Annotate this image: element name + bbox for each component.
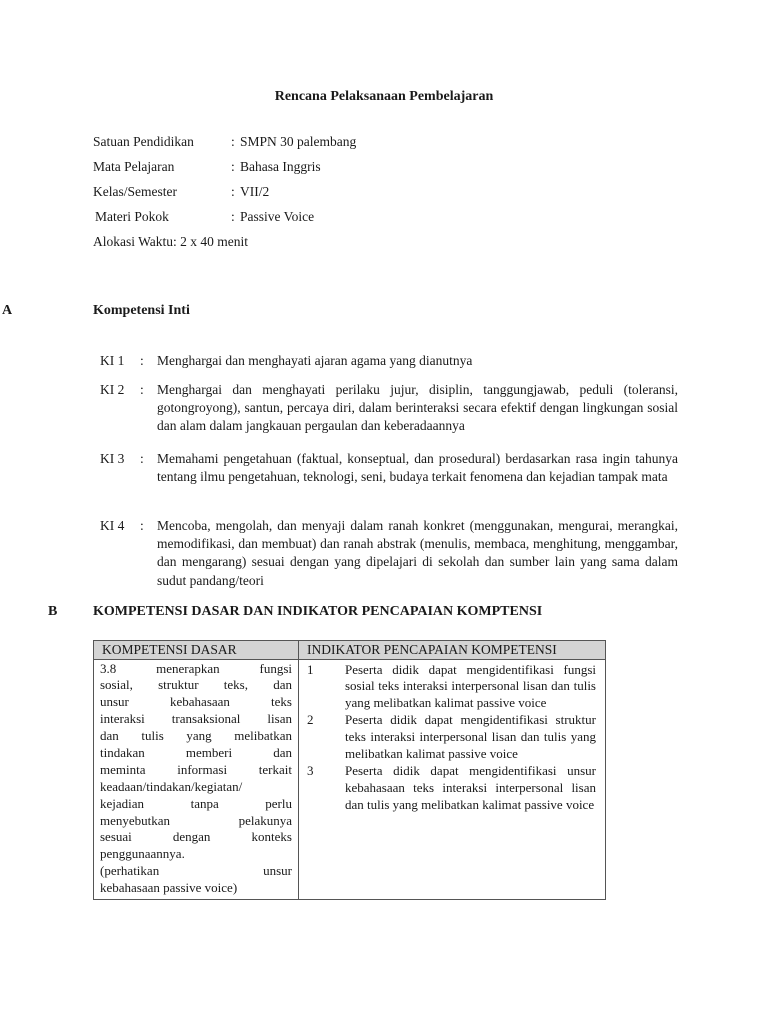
ki-colon: : [140,353,144,368]
indicator-item-1 [300,662,604,713]
ki-colon: : [140,518,144,533]
identity-row-mapel [93,158,493,178]
ki-item-3 [100,450,678,510]
kd-indikator-table [93,640,606,900]
identity-value: VII/2 [240,184,270,199]
section-b-title: KOMPETENSI DASAR DAN INDIKATOR PENCAPAIAN KOMPTENSI [93,604,543,619]
ki-text: Menghargai dan menghayati ajaran agama yang dianutnya [157,353,473,368]
ki-code: KI 3 [100,451,125,466]
kd-line: penggunaannya. [100,846,185,862]
section-b-letter: B [48,604,58,619]
header-indikator: INDIKATOR PENCAPAIAN KOMPETENSI [299,641,606,660]
identity-label: Mata Pelajaran [93,159,175,174]
ki-code: KI 2 [100,382,125,397]
indicator-item-2 [300,712,604,763]
identity-row-kelas [93,183,493,203]
indikator-cell [299,659,606,899]
ki-item-1 [100,352,678,372]
alokasi-waktu: Alokasi Waktu: 2 x 40 menit [93,234,249,249]
kd-line: (perhatikan unsur [100,863,292,879]
ki-text: Memahami pengetahuan (faktual, konseptual, dan prosedural) berdasarkan rasa ingin tahunya tentang ilmu pengetahuan, teknologi, seni, budaya terkait fenomena dan kejadian tampak mata [157,451,678,485]
kd-line: sosial, struktur teks, dan [100,677,292,693]
identity-separator: : [231,159,235,174]
indicator-text: Peserta didik dapat mengidentifikasi struktur teks interaksi interpersonal lisan dan tulis yang melibatkan kalimat passive voice [345,712,596,761]
section-a-title: Kompetensi Inti [93,303,190,318]
kompetensi-dasar-cell [94,659,299,899]
ki-code: KI 1 [100,353,125,368]
ki-text: Menghargai dan menghayati perilaku jujur, disiplin, tanggungjawab, peduli (toleransi, gotongroyong), santun, percaya diri, dalam berinteraksi secara efektif dengan lingkungan sosial dan alam dalam jangkauan pergaulan dan keberadaannya [157,382,678,434]
identity-separator: : [231,184,235,199]
identity-value: SMPN 30 palembang [240,134,357,149]
indicator-text: Peserta didik dapat mengidentifikasi unsur kebahasaan teks interaksi interpersonal lisan dan tulis yang melibatkan kalimat passive voice [345,762,596,812]
header-kompetensi-dasar: KOMPETENSI DASAR [94,641,299,660]
ki-item-2 [100,381,678,441]
indicator-item-3 [300,763,604,814]
kd-line: unsur kebahasaan teks [100,694,292,710]
kd-line: interaksi transaksional lisan [100,711,292,727]
identity-separator: : [231,134,235,149]
kd-line: keadaan/tindakan/kegiatan/ [100,778,243,794]
indicator-number: 1 [307,661,314,677]
identity-value: Bahasa Inggris [240,159,321,174]
kd-line: meminta informasi terkait [100,761,292,777]
ki-item-4 [100,517,678,595]
identity-value: Passive Voice [240,209,315,224]
identity-label: Kelas/Semester [93,184,177,199]
kd-line: menyebutkan pelakunya [100,812,292,828]
ki-colon: : [140,451,144,466]
indicator-number: 3 [307,762,314,778]
kd-line: kebahasaan passive voice) [100,880,238,896]
document-title: Rencana Pelaksanaan Pembelajaran [274,89,494,104]
indicator-number: 2 [307,712,314,728]
indicator-text: Peserta didik dapat mengidentifikasi fungsi sosial teks interaksi interpersonal lisan dan tulis yang melibatkan kalimat passive voice [345,661,596,711]
identity-label: Materi Pokok [95,209,169,224]
identity-separator: : [231,209,235,224]
identity-row-materi [95,208,495,228]
ki-colon: : [140,382,144,397]
kd-line: kejadian tanpa perlu [100,795,292,811]
table-header-row [94,641,606,660]
ki-text: Mencoba, mengolah, dan menyaji dalam ranah konkret (menggunakan, mengurai, merangkai, memodifikasi, dan membuat) dan ranah abstrak (menulis, membaca, menghitung, menggambar, dan mengarang) sesuai dengan yang dipelajari di sekolah dan sumber lain yang sama dalam sudut pandang/teori [157,518,678,588]
identity-label: Satuan Pendidikan [93,134,194,149]
identity-row-satuan [93,133,493,153]
kd-line: sesuai dengan konteks [100,829,292,845]
kd-line: tindakan memberi dan [100,745,292,760]
kd-line: 3.8 menerapkan fungsi [100,660,292,676]
kd-line: dan tulis yang melibatkan [100,728,292,744]
section-a-letter: A [2,303,13,318]
table-row [94,659,606,899]
ki-code: KI 4 [100,518,125,533]
